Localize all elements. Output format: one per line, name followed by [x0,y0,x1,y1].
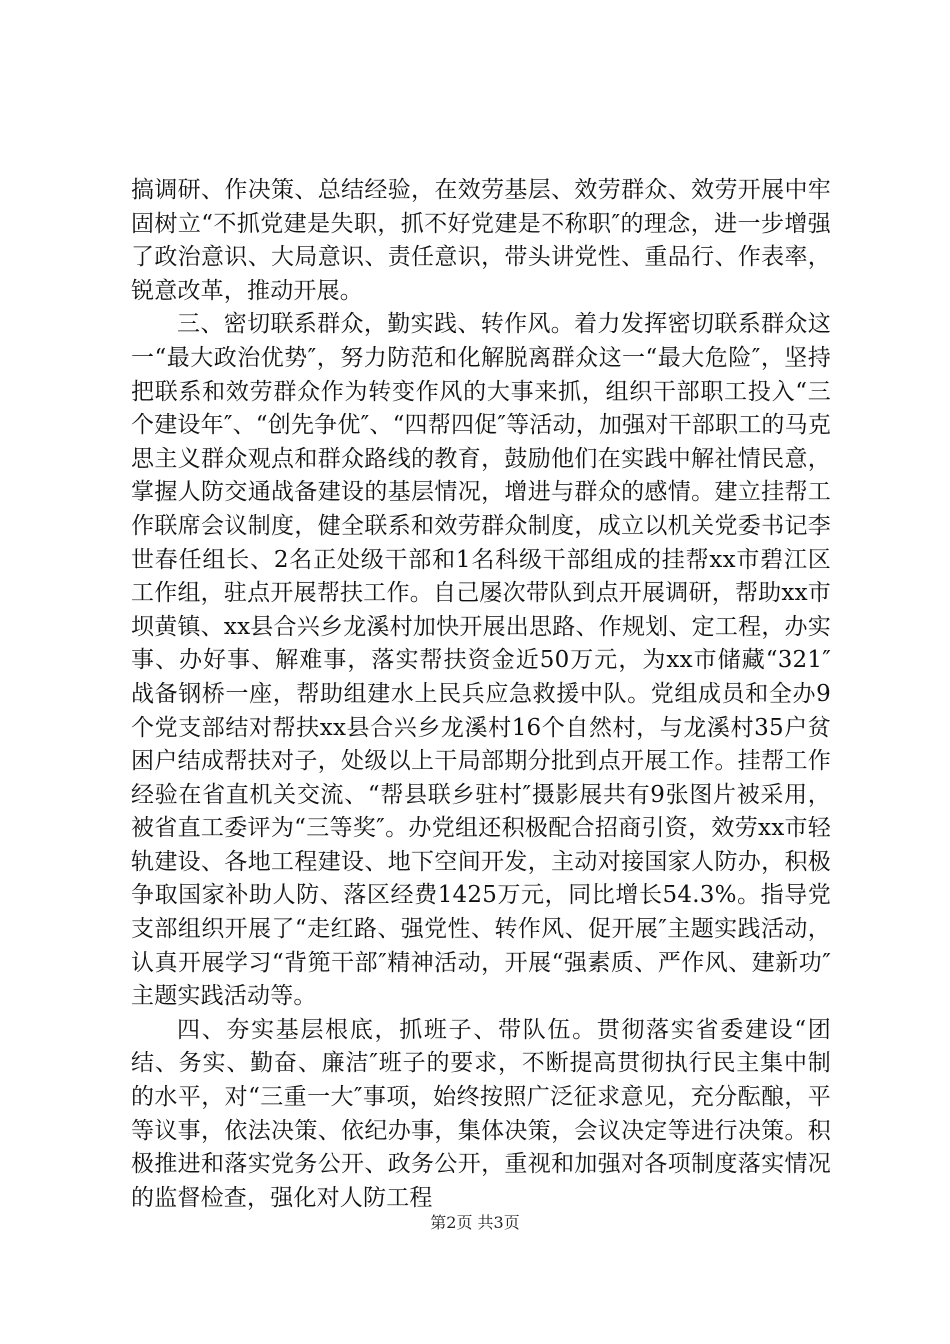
paragraph-section-three: 三、密切联系群众，勤实践、转作风。着力发挥密切联系群众这一“最大政治优势″，努力防范和化解脱离群众这一“最大危险″，坚持把联系和效劳群众作为转变作风的大事来抓，组织干部职工投入“三个建设年″、“创先争优″、“四帮四促″等活动，加强对干部职工的马克思主义群众观点和群众路线的教育，鼓励他们在实践中解社情民意，掌握人防交通战备建设的基层情况，增进与群众的感情。建立挂帮工作联席会议制度，健全联系和效劳群众制度，成立以机关党委书记李世春任组长、2名正处级干部和1名科级干部组成的挂帮xx市碧江区工作组，驻点开展帮扶工作。自己屡次带队到点开展调研，帮助xx市坝黄镇、xx县合兴乡龙溪村加快开展出思路、作规划、定工程，办实事、办好事、解难事，落实帮扶资金近50万元，为xx市储藏“321″战备钢桥一座，帮助组建水上民兵应急救援中队。党组成员和全办9个党支部结对帮扶xx县合兴乡龙溪村16个自然村，与龙溪村35户贫困户结成帮扶对子，处级以上干局部期分批到点开展工作。挂帮工作经验在省直机关交流、“帮县联乡驻村″摄影展共有9张图片被采用，被省直工委评为“三等奖″。办党组还积极配合招商引资，效劳xx市轻轨建设、各地工程建设、地下空间开发，主动对接国家人防办，积极争取国家补助人防、落区经费1425万元，同比增长54.3%。指导党支部组织开展了“走红路、强党性、转作风、促开展″主题实践活动，认真开展学习“背篼干部″精神活动，开展“强素质、严作风、建新功″主题实践活动等。 [131,311,831,1010]
page-number-indicator: 第2页 共3页 [430,1213,520,1232]
paragraph-continuation: 搞调研、作决策、总结经验，在效劳基层、效劳群众、效劳开展中牢固树立“不抓党建是失职，抓不好党建是不称职″的理念，进一步增强了政治意识、大局意识、责任意识，带头讲党性、重品行、作表率，锐意改革，推动开展。 [131,177,831,304]
document-body [131,174,831,1215]
paragraph-section-four: 四、夯实基层根底，抓班子、带队伍。贯彻落实省委建设“团结、务实、勤奋、廉洁″班子的要求，不断提高贯彻执行民主集中制的水平，对“三重一大″事项，始终按照广泛征求意见，充分酝酿，平等议事，依法决策、依纪办事，集体决策，会议决定等进行决策。积极推进和落实党务公开、政务公开，重视和加强对各项制度落实情况的监督检查，强化对人防工程 [131,1016,831,1211]
page-footer [0,1213,950,1233]
